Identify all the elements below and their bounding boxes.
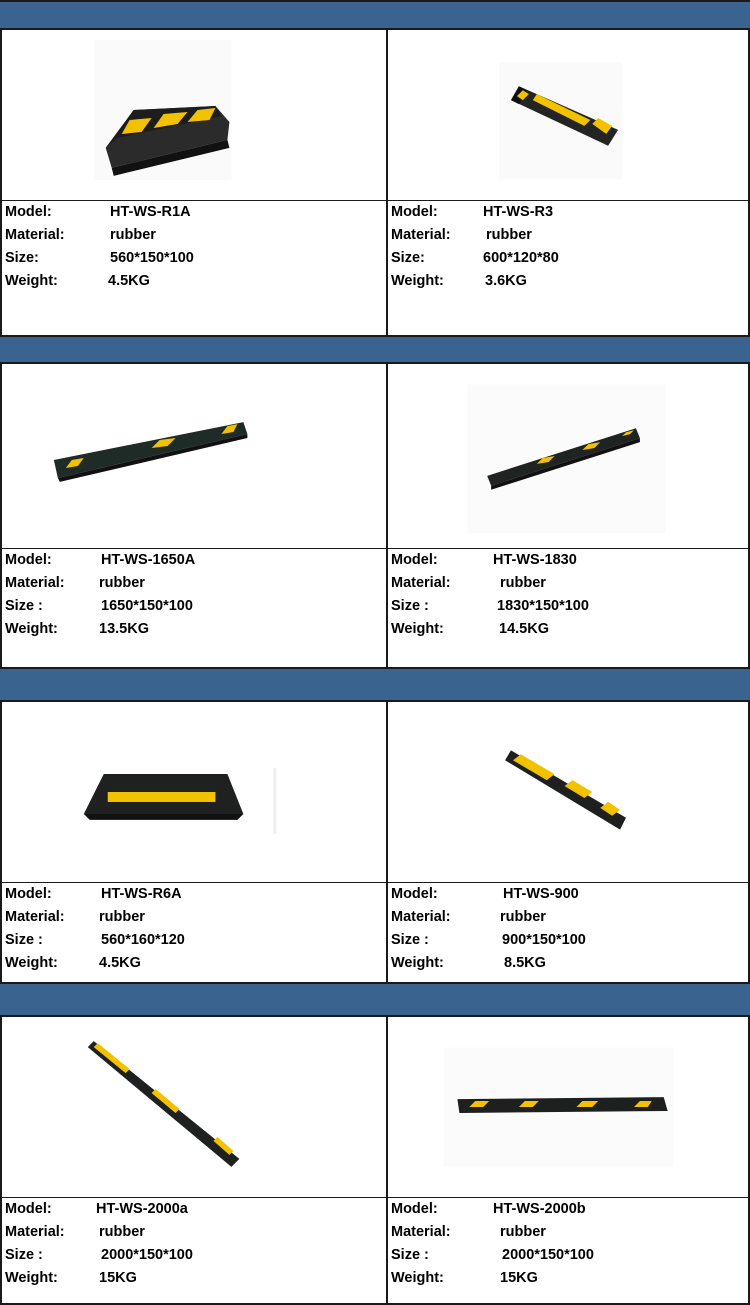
wheel-stop-image <box>388 1017 748 1197</box>
size-value: 900*150*100 <box>502 932 586 948</box>
product-image <box>388 1017 748 1198</box>
model-value: HT-WS-1830 <box>493 552 577 568</box>
material-label: Material: <box>5 1224 65 1240</box>
model-value: HT-WS-1650A <box>101 552 196 568</box>
product-card <box>387 364 750 668</box>
weight-label: Weight: <box>391 621 444 637</box>
weight-label: Weight: <box>5 955 58 971</box>
product-image <box>2 1017 386 1198</box>
product-card <box>0 364 387 668</box>
size-label: Size : <box>5 932 43 948</box>
size-label: Size: <box>391 250 425 266</box>
material-value: rubber <box>110 227 156 243</box>
model-label: Model: <box>5 552 52 568</box>
wheel-stop-image <box>388 364 748 548</box>
model-value: HT-WS-R1A <box>110 204 191 220</box>
weight-label: Weight: <box>391 273 444 289</box>
size-value: 2000*150*100 <box>101 1247 193 1263</box>
material-label: Material: <box>391 1224 451 1240</box>
model-value: HT-WS-2000a <box>96 1201 188 1217</box>
material-label: Material: <box>391 575 451 591</box>
size-label: Size: <box>5 250 39 266</box>
model-value: HT-WS-900 <box>503 886 579 902</box>
section-header-band <box>0 982 750 1017</box>
size-value: 600*120*80 <box>483 250 559 266</box>
model-label: Model: <box>5 886 52 902</box>
model-label: Model: <box>5 204 52 220</box>
size-value: 560*150*100 <box>110 250 194 266</box>
product-card <box>387 30 750 336</box>
weight-value: 15KG <box>500 1270 538 1286</box>
weight-value: 4.5KG <box>108 273 150 289</box>
product-image <box>388 364 748 549</box>
section-header-band <box>0 335 750 364</box>
model-value: HT-WS-2000b <box>493 1201 586 1217</box>
material-label: Material: <box>5 909 65 925</box>
material-label: Material: <box>391 909 451 925</box>
weight-label: Weight: <box>5 273 58 289</box>
material-label: Material: <box>5 575 65 591</box>
size-value: 560*160*120 <box>101 932 185 948</box>
material-value: rubber <box>99 575 145 591</box>
size-label: Size : <box>5 1247 43 1263</box>
material-value: rubber <box>500 909 546 925</box>
weight-value: 4.5KG <box>99 955 141 971</box>
size-label: Size : <box>391 1247 429 1263</box>
weight-label: Weight: <box>391 1270 444 1286</box>
size-label: Size : <box>5 598 43 614</box>
size-value: 1830*150*100 <box>497 598 589 614</box>
product-image <box>2 702 386 883</box>
wheel-stop-image <box>2 1017 386 1197</box>
model-label: Model: <box>5 1201 52 1217</box>
weight-value: 3.6KG <box>485 273 527 289</box>
weight-label: Weight: <box>391 955 444 971</box>
size-value: 1650*150*100 <box>101 598 193 614</box>
weight-value: 15KG <box>99 1270 137 1286</box>
weight-value: 8.5KG <box>504 955 546 971</box>
weight-value: 13.5KG <box>99 621 149 637</box>
material-value: rubber <box>500 575 546 591</box>
size-label: Size : <box>391 598 429 614</box>
size-value: 2000*150*100 <box>502 1247 594 1263</box>
model-label: Model: <box>391 204 438 220</box>
weight-value: 14.5KG <box>499 621 549 637</box>
weight-label: Weight: <box>5 621 58 637</box>
section-header-band <box>0 667 750 702</box>
material-value: rubber <box>99 909 145 925</box>
material-value: rubber <box>99 1224 145 1240</box>
model-label: Model: <box>391 1201 438 1217</box>
wheel-stop-image <box>2 30 386 200</box>
wheel-stop-image <box>388 30 748 200</box>
material-value: rubber <box>486 227 532 243</box>
wheel-stop-image <box>2 364 386 548</box>
material-value: rubber <box>500 1224 546 1240</box>
product-card <box>0 702 387 983</box>
product-image <box>2 364 386 549</box>
wheel-stop-image <box>388 702 748 882</box>
material-label: Material: <box>5 227 65 243</box>
size-label: Size : <box>391 932 429 948</box>
model-label: Model: <box>391 552 438 568</box>
product-image <box>388 30 748 201</box>
product-card <box>0 30 387 336</box>
product-image <box>388 702 748 883</box>
wheel-stop-image <box>2 702 386 882</box>
weight-label: Weight: <box>5 1270 58 1286</box>
model-value: HT-WS-R6A <box>101 886 182 902</box>
product-card <box>387 702 750 983</box>
product-image <box>2 30 386 201</box>
product-card <box>387 1017 750 1303</box>
model-label: Model: <box>391 886 438 902</box>
material-label: Material: <box>391 227 451 243</box>
model-value: HT-WS-R3 <box>483 204 554 220</box>
product-card <box>0 1017 387 1303</box>
section-header-band <box>0 0 750 30</box>
